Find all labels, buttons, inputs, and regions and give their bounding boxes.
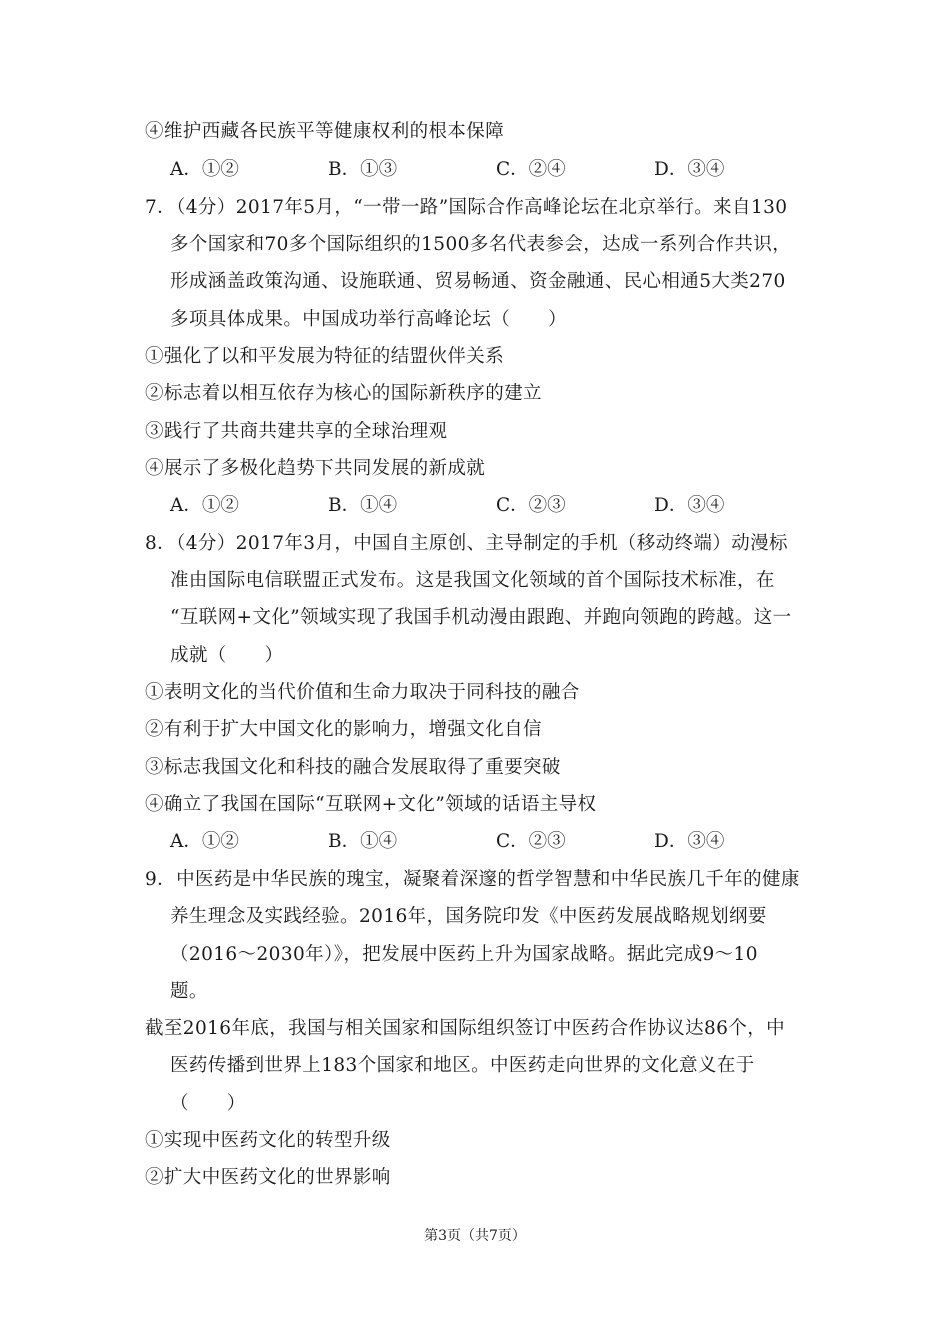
q9-stem-line-4: 题。 (170, 981, 208, 1002)
q8-statement-4: ④确立了我国在国际“互联网+文化”领域的话语主导权 (145, 794, 597, 815)
q9-stem-line-2: 养生理念及实践经验。2016年，国务院印发《中医药发展战略规划纲要 (170, 906, 767, 927)
q7-option-b: B．①④ (328, 495, 398, 516)
q8-statement-3: ③标志我国文化和科技的融合发展取得了重要突破 (145, 757, 561, 778)
q6-option-c: C．②④ (496, 159, 566, 180)
q7-stem-line-4: 多项具体成果。中国成功举行高峰论坛（ ） (170, 309, 567, 330)
q7-statement-2: ②标志着以相互依存为核心的国际新秩序的建立 (145, 383, 542, 404)
q7-option-a: A．①② (170, 495, 239, 516)
q9-sub-stem-line-3: （ ） (170, 1093, 246, 1114)
q8-statement-2: ②有利于扩大中国文化的影响力，增强文化自信 (145, 719, 542, 740)
q7-statement-3: ③践行了共商共建共享的全球治理观 (145, 421, 448, 442)
q7-option-c: C．②③ (496, 495, 566, 516)
q7-statement-1: ①强化了以和平发展为特征的结盟伙伴关系 (145, 346, 505, 367)
q9-stem-line-3: （2016～2030年）》，把发展中医药上升为国家战略。据此完成9～10 (170, 944, 758, 965)
q9-statement-1: ①实现中医药文化的转型升级 (145, 1130, 391, 1151)
q7-stem-line-1: 7．（4分）2017年5月，“一带一路”国际合作高峰论坛在北京举行。来自130 (145, 197, 788, 218)
q6-option-a: A．①② (170, 159, 239, 180)
q6-option-b: B．①③ (328, 159, 398, 180)
q9-sub-stem-line-2: 医药传播到世界上183个国家和地区。中医药走向世界的文化意义在于 (170, 1055, 755, 1076)
page-footer: 第3页（共7页） (424, 1228, 526, 1244)
q8-option-a: A．①② (170, 831, 239, 852)
q8-stem-line-3: “互联网+文化”领域实现了我国手机动漫由跟跑、并跑向领跑的跨越。这一 (170, 607, 792, 628)
q6-statement-4: ④维护西藏各民族平等健康权利的根本保障 (145, 121, 505, 142)
q8-stem-line-4: 成就（ ） (170, 645, 284, 666)
q8-option-d: D．③④ (654, 831, 725, 852)
q7-statement-4: ④展示了多极化趋势下共同发展的新成就 (145, 458, 486, 479)
q8-option-b: B．①④ (328, 831, 398, 852)
q9-stem-line-1: 9．中医药是中华民族的瑰宝，凝聚着深邃的哲学智慧和中华民族几千年的健康 (145, 869, 800, 890)
q9-statement-2: ②扩大中医药文化的世界影响 (145, 1167, 391, 1188)
q7-option-d: D．③④ (654, 495, 725, 516)
q8-stem-line-1: 8．（4分）2017年3月，中国自主原创、主导制定的手机（移动终端）动漫标 (145, 533, 788, 554)
q9-sub-stem-line-1: 截至2016年底，我国与相关国家和国际组织签订中医药合作协议达86个，中 (145, 1018, 786, 1039)
q7-stem-line-3: 形成涵盖政策沟通、设施联通、贸易畅通、资金融通、民心相通5大类270 (170, 271, 786, 292)
q8-statement-1: ①表明文化的当代价值和生命力取决于同科技的融合 (145, 682, 580, 703)
q8-stem-line-2: 准由国际电信联盟正式发布。这是我国文化领域的首个国际技术标准，在 (170, 570, 775, 591)
q6-option-d: D．③④ (654, 159, 725, 180)
q8-option-c: C．②③ (496, 831, 566, 852)
q7-stem-line-2: 多个国家和70多个国际组织的1500多名代表参会，达成一系列合作共识， (170, 234, 792, 255)
